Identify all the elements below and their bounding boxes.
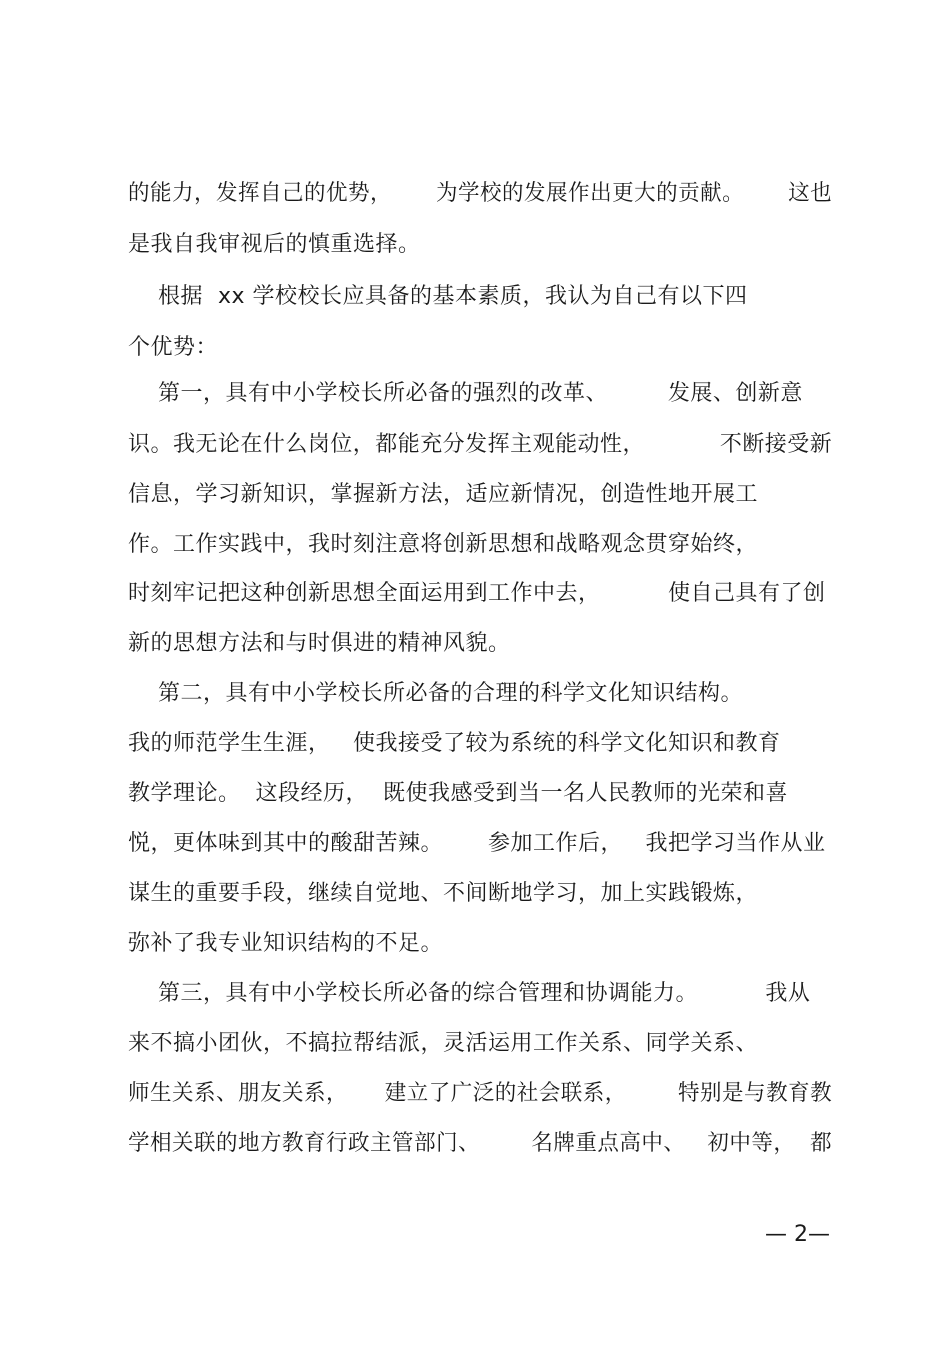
text-line: 来不搞小团伙，不搞拉帮结派，灵活运用工作关系、同学关系、 <box>128 1031 759 1056</box>
text-line: 个优势： <box>128 335 219 360</box>
text-line: 第三，具有中小学校长所必备的综合管理和协调能力。 我从 <box>128 981 811 1006</box>
text-line: 的能力，发挥自己的优势， 为学校的发展作出更大的贡献。 这也 <box>128 181 833 206</box>
text-line: 我的师范学生生涯， 使我接受了较为系统的科学文化知识和教育 <box>128 731 781 756</box>
text-line: 识。我无论在什么岗位，都能充分发挥主观能动性， 不断接受新 <box>128 432 833 457</box>
text-line: 谋生的重要手段，继续自觉地、不间断地学习，加上实践锻炼， <box>128 881 759 906</box>
text-line: 信息，学习新知识，掌握新方法，适应新情况，创造性地开展工 <box>128 482 759 507</box>
text-line: 时刻牢记把这种创新思想全面运用到工作中去， 使自己具有了创 <box>128 581 826 606</box>
text-line: 弥补了我专业知识结构的不足。 <box>128 931 444 956</box>
text-line: 新的思想方法和与时俱进的精神风貌。 <box>128 631 511 656</box>
page-number: — 2— <box>765 1222 830 1247</box>
text-line: 根据 xx 学校校长应具备的基本素质，我认为自己有以下四 <box>128 284 748 309</box>
text-line: 教学理论。 这段经历， 既使我感受到当一名人民教师的光荣和喜 <box>128 781 788 806</box>
text-line: 第一，具有中小学校长所必备的强烈的改革、 发展、创新意 <box>128 381 803 406</box>
text-line: 第二，具有中小学校长所必备的合理的科学文化知识结构。 <box>128 681 743 706</box>
text-line: 作。工作实践中，我时刻注意将创新思想和战略观念贯穿始终， <box>128 532 759 557</box>
text-line: 师生关系、朋友关系， 建立了广泛的社会联系， 特别是与教育教 <box>128 1081 833 1106</box>
text-line: 学相关联的地方教育行政主管部门、 名牌重点高中、 初中等， 都 <box>128 1131 833 1156</box>
text-line: 是我自我审视后的慎重选择。 <box>128 232 421 257</box>
text-line: 悦，更体味到其中的酸甜苦辣。 参加工作后， 我把学习当作从业 <box>128 831 826 856</box>
